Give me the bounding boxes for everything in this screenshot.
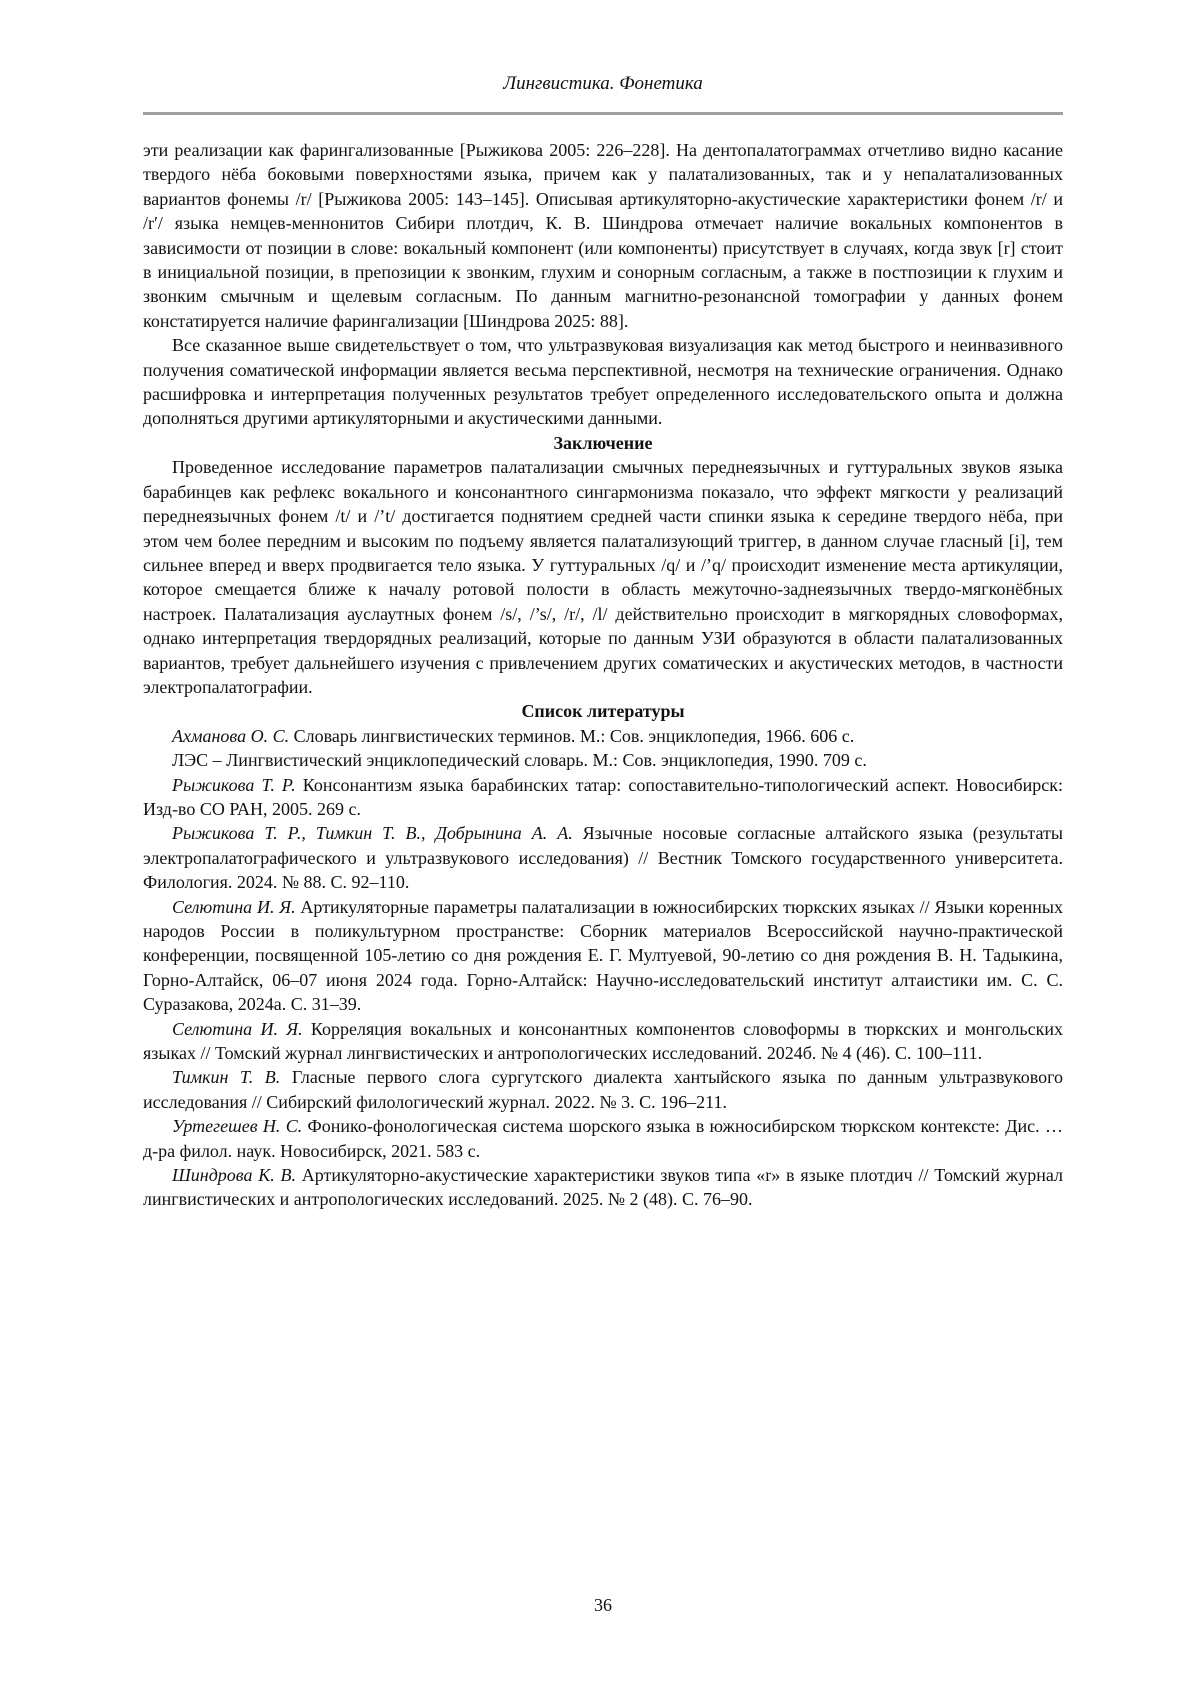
- reference-item: [143, 748, 1063, 772]
- running-head: Лингвистика. Фонетика: [503, 73, 703, 94]
- reference-text: Язычные носовые согласные алтайского языка (результаты электропалатографического и ультразвукового исследования) // Вестник Томского государственного университета. Филология. 2024. № 88. С. 92–110.: [143, 823, 1063, 893]
- reference-item: [143, 773, 1063, 822]
- reference-author: Шиндрова К. В.: [172, 1165, 297, 1186]
- header-rule: [143, 112, 1063, 115]
- conclusion-heading: Заключение: [553, 432, 653, 453]
- reference-author: Рыжикова Т. Р.: [172, 774, 296, 795]
- reference-text: Словарь лингвистических терминов. М.: Сов. энциклопедия, 1966. 606 с.: [289, 725, 855, 746]
- body-paragraph: Все сказанное выше свидетельствует о том, что ультразвуковая визуализация как метод быстрого и неинвазивного получения соматической информации является весьма перспективной, несмотря на технические ограничения. Однако расшифровка и интерпретация полученных результатов требует определенного исследовательского опыта и должна дополняться другими артикуляторными и акустическими данными.: [143, 335, 1063, 429]
- body-paragraph: эти реализации как фарингализованные [Рыжикова 2005: 226–228]. На дентопалатограммах отчетливо видно касание твердого нёба боковыми поверхностями языка, причем как у палатализованных, так и у непалатализованных вариантов фонемы /r/ [Рыжикова 2005: 143–145]. Описывая артикуляторно-акустические характеристики фонем /r/ и /r′/ языка немцев-меннонитов Сибири плотдич, К. В. Шиндрова отмечает наличие вокальных компонентов в зависимости от позиции в слове: вокальный компонент (или компоненты) присутствует в случаях, когда звук [r] стоит в инициальной позиции, в препозиции к звонким, глухим и сонорным согласным, а также в постпозиции к глухим и звонким смычным и щелевым согласным. По данным магнитно-резонансной томографии у данных фонем констатируется наличие фарингализации [Шиндрова 2025: 88].: [143, 140, 1063, 331]
- reference-item: [143, 1163, 1063, 1212]
- references-heading: Список литературы: [521, 701, 685, 722]
- reference-text: Корреляция вокальных и консонантных компонентов словоформы в тюркских и монгольских языках // Томский журнал лингвистических и антропологических исследований. 2024б. № 4 (46). С. 100–111.: [143, 1018, 1064, 1064]
- reference-author: Селютина И. Я.: [172, 896, 296, 917]
- reference-item: [143, 724, 1063, 748]
- reference-author: Ахманова О. С.: [172, 725, 290, 746]
- reference-text: Артикуляторно-акустические характеристики звуков типа «r» в языке плотдич // Томский журнал лингвистических и антропологических исследований. 2025. № 2 (48). С. 76–90.: [143, 1165, 1063, 1210]
- reference-item: [143, 895, 1063, 1017]
- reference-item: [143, 1114, 1063, 1163]
- reference-item: [143, 1017, 1063, 1066]
- reference-item: [143, 821, 1063, 894]
- reference-text: ЛЭС – Лингвистический энциклопедический словарь. М.: Сов. энциклопедия, 1990. 709 с.: [172, 750, 867, 771]
- reference-item: [143, 1065, 1063, 1114]
- reference-author: Селютина И. Я.: [172, 1018, 303, 1039]
- conclusion-paragraph: Проведенное исследование параметров палатализации смычных переднеязычных и гуттуральных звуков языка барабинцев как рефлекс вокального и консонантного сингармонизма показало, что эффект мягкости у реализаций переднеязычных фонем /t/ и /’t/ достигается поднятием средней части спинки языка к середине твердого нёба, при этом чем более передним и высоким по подъему является палатализующий триггер, в данном случае гласный [i], тем сильнее вперед и вверх продвигается тело языка. У гуттуральных /q/ и /’q/ происходит изменение места артикуляции, которое смещается ближе к началу ротовой полости в область межуточно-заднеязычных твердо-мягконёбных настроек. Палатализация ауслаутных фонем /s/, /’s/, /r/, /l/ действительно происходит в мягкорядных словоформах, однако интерпретация твердорядных реализаций, которые по данным УЗИ образуются в области палатализованных вариантов, требует дальнейшего изучения с привлечением других соматических и акустических методов, в частности электропалатографии.: [143, 457, 1063, 697]
- reference-text: Фонико-фонологическая система шорского языка в южносибирском тюркском контексте: Дис. … д-ра филол. наук. Новосибирск, 2021. 583 с.: [143, 1116, 1063, 1161]
- reference-list: [143, 724, 1063, 1212]
- reference-author: Рыжикова Т. Р., Тимкин Т. В., Добрынина А. А.: [172, 823, 573, 844]
- page-number: 36: [594, 1595, 612, 1615]
- reference-author: Тимкин Т. В.: [172, 1067, 281, 1088]
- reference-text: Гласные первого слога сургутского диалекта хантыйского языка по данным ультразвукового исследования // Сибирский филологический журнал. 2022. № 3. С. 196–211.: [143, 1067, 1063, 1112]
- reference-text: Консонантизм языка барабинских татар: сопоставительно-типологический аспект. Новосибирск: Изд-во СО РАН, 2005. 269 с.: [143, 774, 1063, 819]
- reference-author: Уртегешев Н. С.: [172, 1116, 303, 1137]
- main-text: [143, 138, 1063, 1212]
- reference-text: Артикуляторные параметры палатализации в южносибирских тюркских языках // Языки коренных народов России в поликультурном пространстве: Сборник материалов Всероссийской научно-практической конференции, посвященной 105-летию со дня рождения Е. Г. Мултуевой, 90-летию со дня рождения В. Н. Тадыкина, Горно-Алтайск, 06–07 июня 2024 года. Горно-Алтайск: Научно-исследовательский институт алтаистики им. С. С. Суразакова, 2024а. С. 31–39.: [143, 896, 1064, 1015]
